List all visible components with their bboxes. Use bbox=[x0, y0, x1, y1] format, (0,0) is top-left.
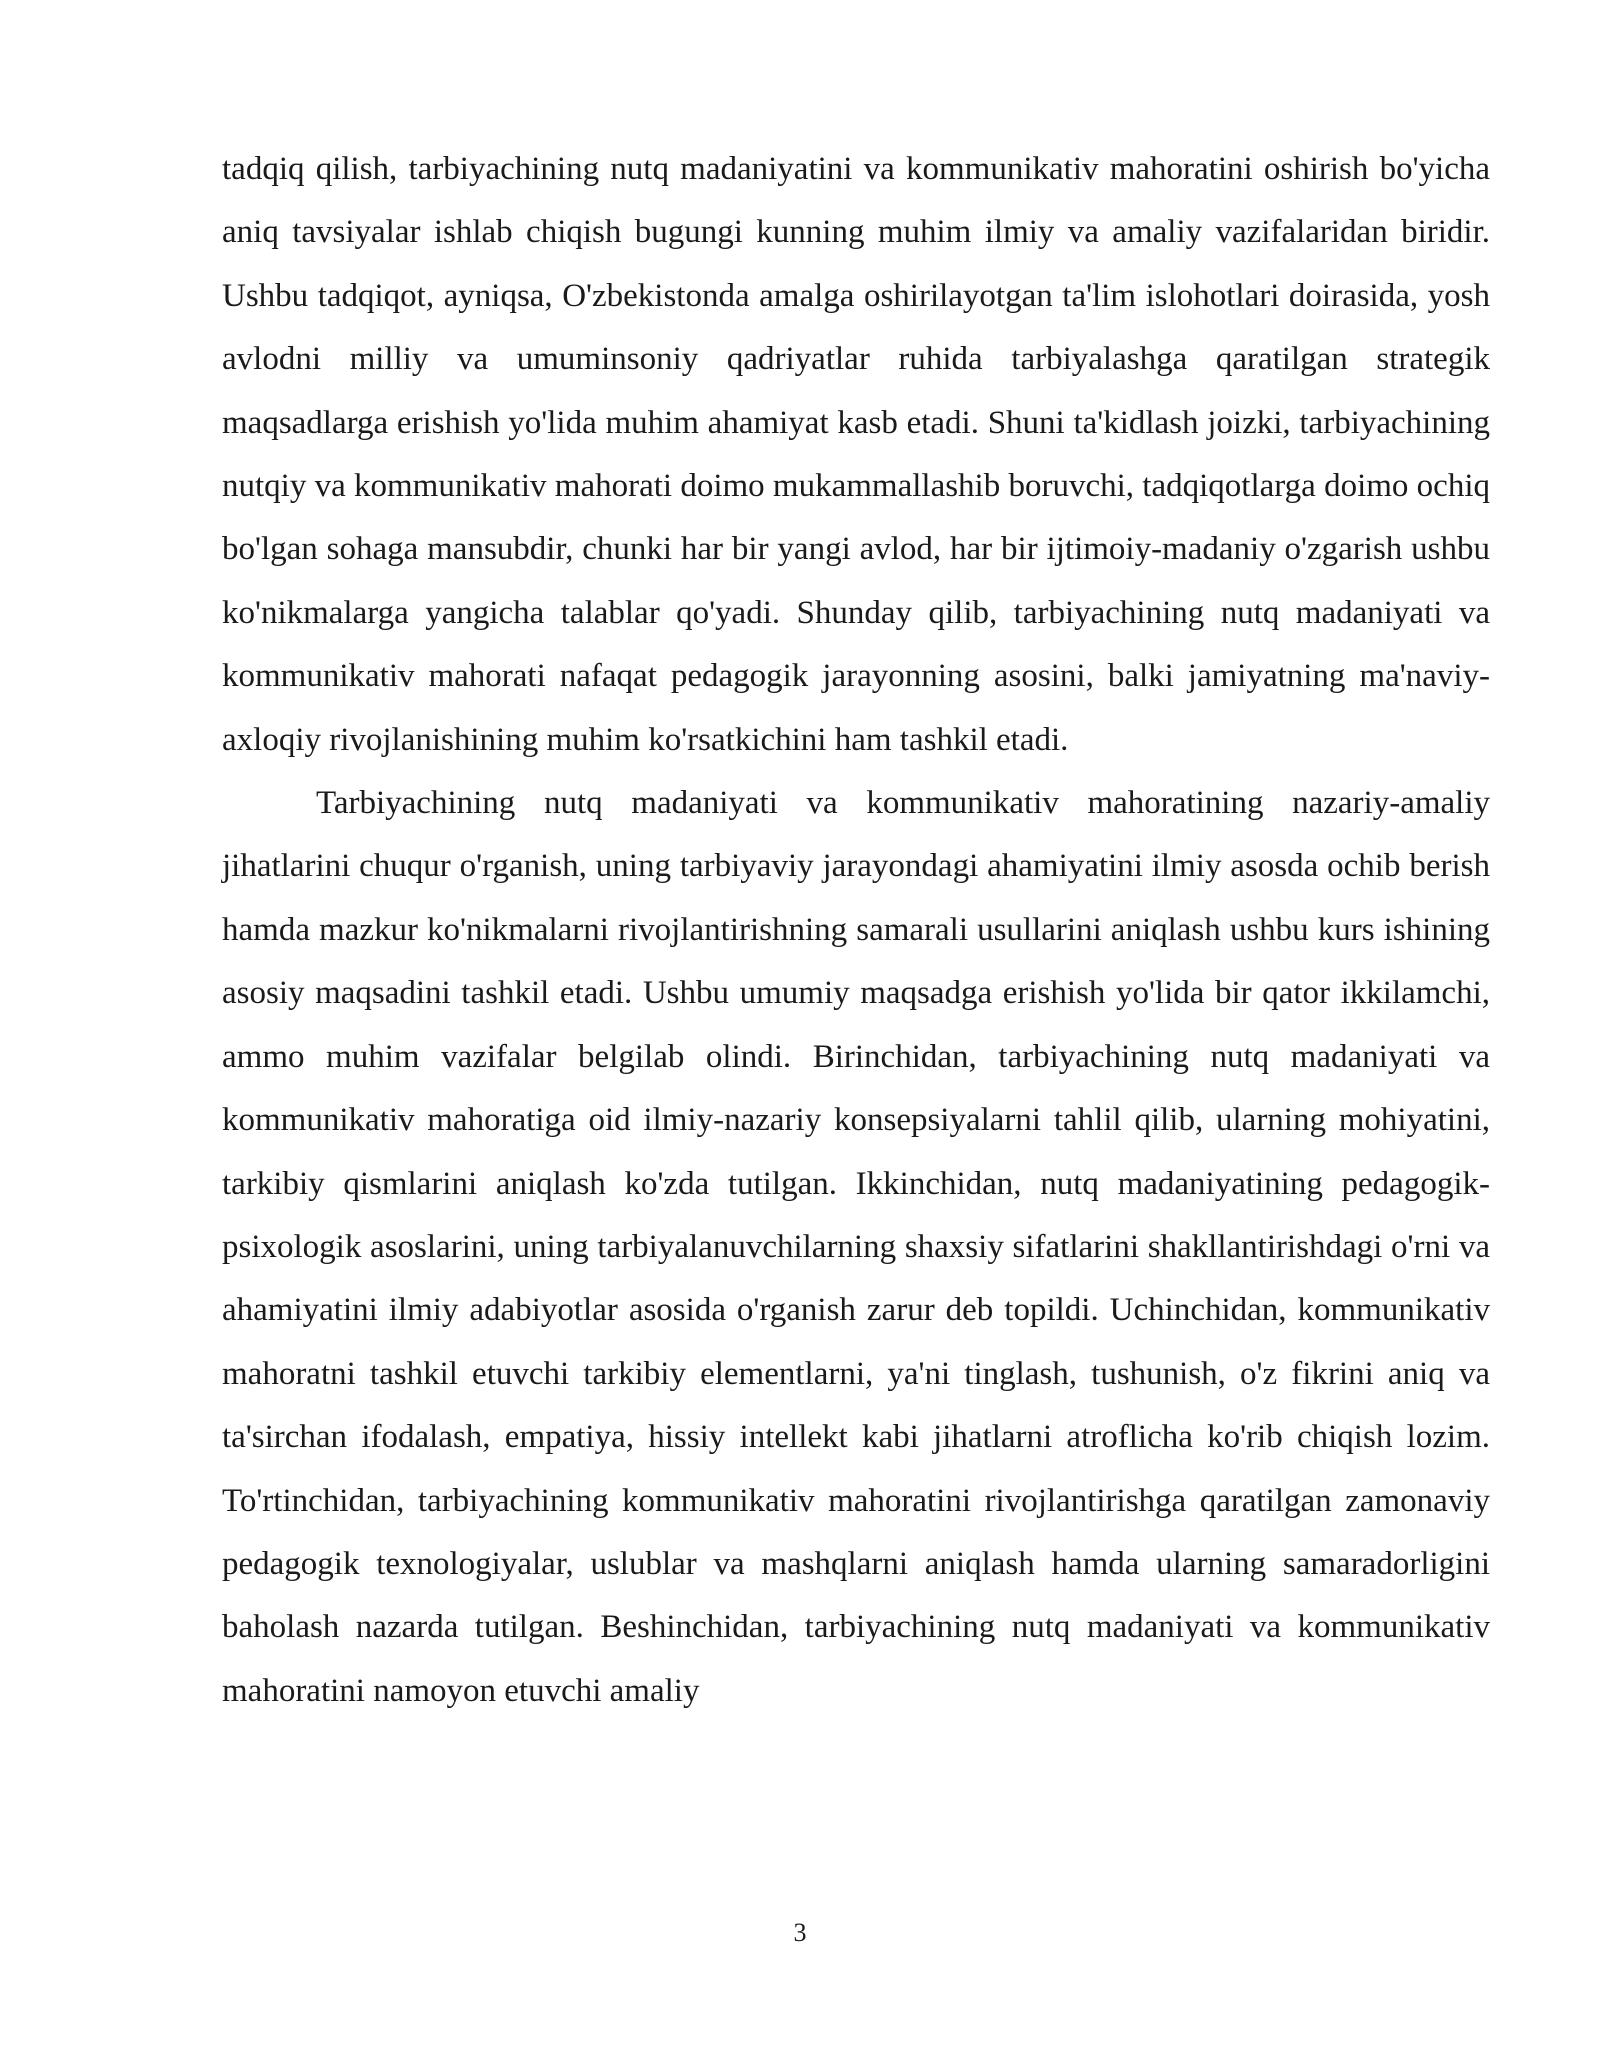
paragraph-1: tadqiq qilish, tarbiyachining nutq madaniyatini va kommunikativ mahoratini oshirish bo'yicha aniq tavsiyalar ishlab chiqish bugungi kunning muhim ilmiy va amaliy vazifalaridan biridir. Ushbu tadqiqot, ayniqsa, O'zbekistonda amalga oshirilayotgan ta'lim islohotlari doirasida, yosh avlodni milliy va umuminsoniy qadriyatlar ruhida tarbiyalashga qaratilgan strategik maqsadlarga erishish yo'lida muhim ahamiyat kasb etadi. Shuni ta'kidlash joizki, tarbiyachining nutqiy va kommunikativ mahorati doimo mukammallashib boruvchi, tadqiqotlarga doimo ochiq bo'lgan sohaga mansubdir, chunki har bir yangi avlod, har bir ijtimoiy-madaniy o'zgarish ushbu ko'nikmalarga yangicha talablar qo'yadi. Shunday qilib, tarbiyachining nutq madaniyati va kommunikativ mahorati nafaqat pedagogik jarayonning asosini, balki jamiyatning ma'naviy-axloqiy rivojlanishining muhim ko'rsatkichini ham tashkil etadi. bbox=[222, 151, 1490, 758]
page-number: 3 bbox=[793, 1918, 807, 1947]
body-text bbox=[222, 138, 1490, 1723]
paragraph-2: Tarbiyachining nutq madaniyati va kommunikativ mahoratining nazariy-amaliy jihatlarini chuqur o'rganish, uning tarbiyaviy jarayondagi ahamiyatini ilmiy asosda ochib berish hamda mazkur ko'nikmalarni rivojlantirishning samarali usullarini aniqlash ushbu kurs ishining asosiy maqsadini tashkil etadi. Ushbu umumiy maqsadga erishish yo'lida bir qator ikkilamchi, ammo muhim vazifalar belgilab olindi. Birinchidan, tarbiyachining nutq madaniyati va kommunikativ mahoratiga oid ilmiy-nazariy konsepsiyalarni tahlil qilib, ularning mohiyatini, tarkibiy qismlarini aniqlash ko'zda tutilgan. Ikkinchidan, nutq madaniyatining pedagogik-psixologik asoslarini, uning tarbiyalanuvchilarning shaxsiy sifatlarini shakllantirishdagi o'rni va ahamiyatini ilmiy adabiyotlar asosida o'rganish zarur deb topildi. Uchinchidan, kommunikativ mahoratni tashkil etuvchi tarkibiy elementlarni, ya'ni tinglash, tushunish, o'z fikrini aniq va ta'sirchan ifodalash, empatiya, hissiy intellekt kabi jihatlarni atroflicha ko'rib chiqish lozim. To'rtinchidan, tarbiyachining kommunikativ mahoratini rivojlantirishga qaratilgan zamonaviy pedagogik texnologiyalar, uslublar va mashqlarni aniqlash hamda ularning samaradorligini baholash nazarda tutilgan. Beshinchidan, tarbiyachining nutq madaniyati va kommunikativ mahoratini namoyon etuvchi amaliy bbox=[222, 785, 1490, 1709]
